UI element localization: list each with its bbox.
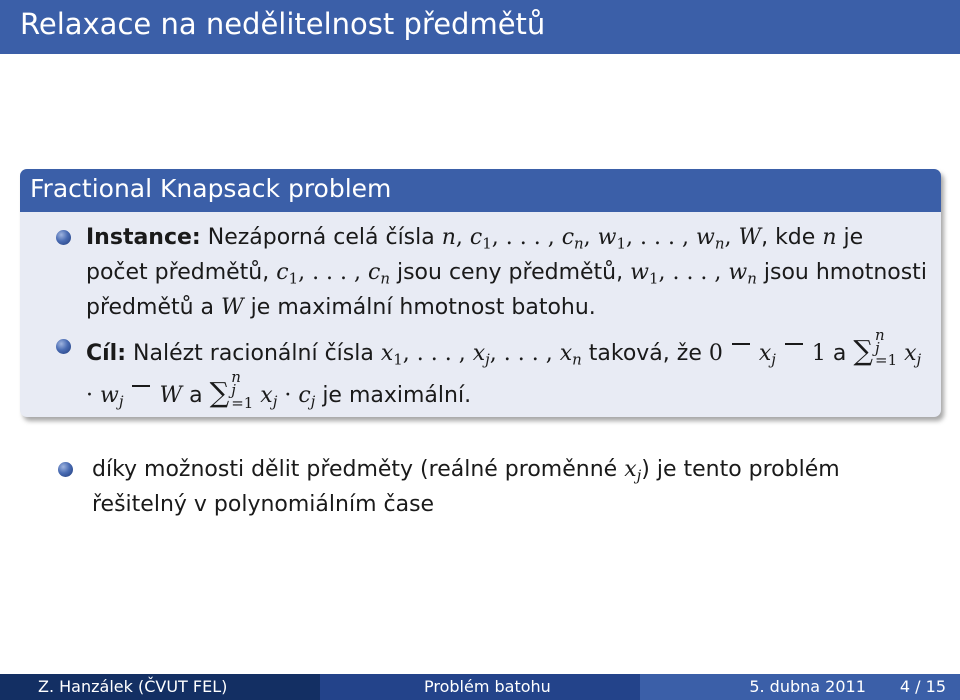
leq-icon <box>730 341 752 363</box>
leq-icon <box>783 341 805 363</box>
footer-author: Z. Hanzálek (ČVUT FEL) <box>0 674 320 700</box>
bullet-icon <box>56 230 71 245</box>
instance-formula-items: n, $c_1$, . . . , $c_n$, $w_1$, . . . , $w_n$, W <box>441 225 762 253</box>
relaxation-item <box>28 452 938 522</box>
goal-text-4: a <box>189 383 203 409</box>
goal-formula-bounds: 0 $x_j$ 1 <box>708 341 826 369</box>
footer <box>0 674 960 700</box>
var-xj: $x_j$ <box>624 457 642 485</box>
goal-text-1: Nalézt racionální čísla <box>133 341 374 367</box>
footer-date: 5. dubna 2011 <box>749 677 866 696</box>
bullet-icon <box>56 339 71 354</box>
relaxation-text-1: díky možnosti dělit předměty (reálné proměnné <box>92 457 618 482</box>
goal-label: Cíl: <box>86 341 127 367</box>
goal-item <box>32 326 927 413</box>
instance-text-6: je maximální hmotnost batohu. <box>250 295 596 320</box>
footer-title: Problém batohu <box>320 674 640 700</box>
leq-icon <box>130 383 152 405</box>
frame-title: Relaxace na nedělitelnost předmětů <box>0 0 960 54</box>
footer-page: 4 / 15 <box>899 677 946 696</box>
instance-formula-costs: $c_1$, . . . , $c_n$ <box>276 260 390 288</box>
main-bullet-list <box>28 452 938 522</box>
instance-formula-weights: $w_1$, . . . , $w_n$ <box>630 260 757 288</box>
footer-meta <box>640 674 960 700</box>
block-title: Fractional Knapsack problem <box>20 169 941 212</box>
block-body <box>20 212 941 413</box>
goal-text-5: je maximální. <box>322 383 472 409</box>
goal-formula-weight-sum: ∑ n j =1 $x_j \cdot w_j$ W <box>86 326 922 411</box>
instance-text-2: , kde <box>761 225 816 250</box>
instance-item <box>32 220 927 325</box>
instance-text-3: je počet předmětů, <box>86 225 864 285</box>
instance-text-1: Nezáporná celá čísla <box>207 225 435 250</box>
goal-formula-cost-sum: ∑ n j =1 $x_j \cdot c_j$ <box>209 368 316 412</box>
relaxation-text-2: ) je tento problém řešitelný v polynomiálním čase <box>92 457 840 517</box>
goal-formula-vars: $x_1$, . . . , $x_j$, . . . , $x_n$ <box>380 341 582 369</box>
instance-text-5: jsou hmotnosti předmětů a <box>86 260 927 320</box>
instance-label: Instance: <box>86 225 201 250</box>
goal-text-3: a <box>832 341 847 367</box>
goal-text-2: taková, že <box>588 341 702 367</box>
var-W: W <box>221 295 244 320</box>
bullet-icon <box>58 462 73 477</box>
definition-block <box>20 169 941 417</box>
var-n: n <box>822 225 837 250</box>
instance-text-4: jsou ceny předmětů, <box>396 260 624 285</box>
